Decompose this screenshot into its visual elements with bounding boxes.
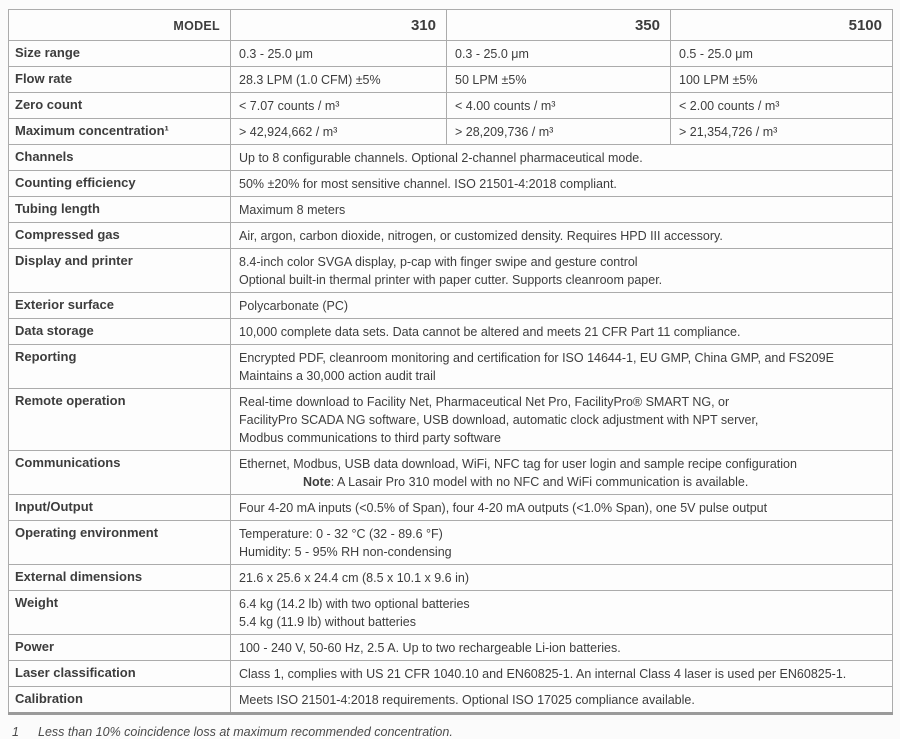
spec-label: Size range xyxy=(9,41,231,67)
spec-row-maximum-concentration xyxy=(9,119,893,145)
spec-label: Data storage xyxy=(9,319,231,345)
spec-row-operating-environment xyxy=(9,521,893,565)
spec-row-laser-classification xyxy=(9,661,893,687)
spec-label: Flow rate xyxy=(9,67,231,93)
spec-value-line: 10,000 complete data sets. Data cannot be altered and meets 21 CFR Part 11 compliance. xyxy=(239,325,741,339)
spec-row-reporting xyxy=(9,345,893,389)
model-column-350: 350 xyxy=(447,10,671,41)
spec-value xyxy=(231,521,893,565)
spec-value-line: 21.6 x 25.6 x 24.4 cm (8.5 x 10.1 x 9.6 in) xyxy=(239,571,469,585)
spec-label: Calibration xyxy=(9,687,231,714)
footnote-text: Less than 10% coincidence loss at maximum recommended concentration. xyxy=(38,725,453,739)
spec-row-remote-operation xyxy=(9,389,893,451)
spec-row-channels xyxy=(9,145,893,171)
spec-value xyxy=(231,451,893,495)
spec-value: 0.3 - 25.0 μm xyxy=(447,41,671,67)
spec-value xyxy=(231,661,893,687)
spec-value-line: 100 - 240 V, 50-60 Hz, 2.5 A. Up to two rechargeable Li-ion batteries. xyxy=(239,641,621,655)
model-column-310: 310 xyxy=(231,10,447,41)
spec-value-line: FacilityPro SCADA NG software, USB download, automatic clock adjustment with NPT server, xyxy=(239,413,759,427)
spec-value xyxy=(231,171,893,197)
spec-value-line: 6.4 kg (14.2 lb) with two optional batteries xyxy=(239,597,470,611)
note-label: Note xyxy=(303,475,331,489)
spec-value: 100 LPM ±5% xyxy=(671,67,893,93)
spec-value-line: Maximum 8 meters xyxy=(239,203,346,217)
spec-value: > 28,209,736 / m³ xyxy=(447,119,671,145)
spec-value: 28.3 LPM (1.0 CFM) ±5% xyxy=(231,67,447,93)
spec-value-line: Polycarbonate (PC) xyxy=(239,299,349,313)
spec-value xyxy=(231,223,893,249)
spec-row-flow-rate xyxy=(9,67,893,93)
spec-value xyxy=(231,495,893,521)
spec-label: Laser classification xyxy=(9,661,231,687)
spec-value-line: Real-time download to Facility Net, Pharmaceutical Net Pro, FacilityPro® SMART NG, or xyxy=(239,395,730,409)
spec-value: 0.3 - 25.0 μm xyxy=(231,41,447,67)
spec-label: Power xyxy=(9,635,231,661)
spec-value-line: Optional built-in thermal printer with paper cutter. Supports cleanroom paper. xyxy=(239,273,663,287)
spec-label: Tubing length xyxy=(9,197,231,223)
spec-row-counting-efficiency xyxy=(9,171,893,197)
spec-value xyxy=(231,389,893,451)
spec-value: > 21,354,726 / m³ xyxy=(671,119,893,145)
spec-label: Input/Output xyxy=(9,495,231,521)
spec-row-zero-count xyxy=(9,93,893,119)
spec-value xyxy=(231,345,893,389)
spec-value xyxy=(231,145,893,171)
spec-label: Maximum concentration¹ xyxy=(9,119,231,145)
spec-label: Weight xyxy=(9,591,231,635)
spec-value-line: Modbus communications to third party software xyxy=(239,431,501,445)
spec-row-input-output xyxy=(9,495,893,521)
spec-value-line: 5.4 kg (11.9 lb) without batteries xyxy=(239,615,416,629)
spec-value xyxy=(231,319,893,345)
spec-value: > 42,924,662 / m³ xyxy=(231,119,447,145)
spec-value xyxy=(231,687,893,714)
footnote-number: 1 xyxy=(12,725,19,739)
spec-label: External dimensions xyxy=(9,565,231,591)
spec-row-calibration xyxy=(9,687,893,714)
spec-label: Operating environment xyxy=(9,521,231,565)
spec-label: Compressed gas xyxy=(9,223,231,249)
spec-row-size-range xyxy=(9,41,893,67)
spec-value-line: Temperature: 0 - 32 °C (32 - 89.6 °F) xyxy=(239,527,443,541)
spec-label: Exterior surface xyxy=(9,293,231,319)
spec-value: < 2.00 counts / m³ xyxy=(671,93,893,119)
spec-value-line: Ethernet, Modbus, USB data download, WiFi, NFC tag for user login and sample recipe configuration xyxy=(239,457,797,471)
spec-label: Communications xyxy=(9,451,231,495)
spec-row-display-and-printer xyxy=(9,249,893,293)
spec-value xyxy=(231,293,893,319)
spec-value xyxy=(231,197,893,223)
spec-value-line: Air, argon, carbon dioxide, nitrogen, or customized density. Requires HPD III accessory. xyxy=(239,229,723,243)
spec-label: Zero count xyxy=(9,93,231,119)
spec-value xyxy=(231,635,893,661)
spec-row-data-storage xyxy=(9,319,893,345)
spec-label: Remote operation xyxy=(9,389,231,451)
spec-row-weight xyxy=(9,591,893,635)
spec-value-line: 8.4-inch color SVGA display, p-cap with finger swipe and gesture control xyxy=(239,255,638,269)
note-text: : A Lasair Pro 310 model with no NFC and WiFi communication is available. xyxy=(330,475,749,489)
spec-table xyxy=(8,9,893,715)
spec-value xyxy=(231,591,893,635)
spec-value-line: Up to 8 configurable channels. Optional 2-channel pharmaceutical mode. xyxy=(239,151,643,165)
model-column-5100: 5100 xyxy=(671,10,893,41)
spec-value xyxy=(231,565,893,591)
spec-value-line: Humidity: 5 - 95% RH non-condensing xyxy=(239,545,452,559)
spec-label: Counting efficiency xyxy=(9,171,231,197)
spec-row-compressed-gas xyxy=(9,223,893,249)
spec-label: Display and printer xyxy=(9,249,231,293)
spec-value-line: Maintains a 30,000 action audit trail xyxy=(239,369,436,383)
model-header-label: MODEL xyxy=(9,10,231,41)
spec-value-line: Four 4-20 mA inputs (<0.5% of Span), four 4-20 mA outputs (<1.0% Span), one 5V pulse output xyxy=(239,501,768,515)
spec-value-line: Meets ISO 21501-4:2018 requirements. Optional ISO 17025 compliance available. xyxy=(239,693,695,707)
spec-row-exterior-surface xyxy=(9,293,893,319)
spec-value: < 7.07 counts / m³ xyxy=(231,93,447,119)
spec-value xyxy=(231,249,893,293)
spec-row-communications xyxy=(9,451,893,495)
footnote xyxy=(12,725,892,739)
table-header-row xyxy=(9,10,893,41)
spec-value: 50 LPM ±5% xyxy=(447,67,671,93)
spec-row-tubing-length xyxy=(9,197,893,223)
spec-row-power xyxy=(9,635,893,661)
spec-value: < 4.00 counts / m³ xyxy=(447,93,671,119)
spec-label: Channels xyxy=(9,145,231,171)
spec-value: 0.5 - 25.0 μm xyxy=(671,41,893,67)
spec-value-line: Encrypted PDF, cleanroom monitoring and certification for ISO 14644-1, EU GMP, China GMP, and FS209E xyxy=(239,351,834,365)
spec-row-external-dimensions xyxy=(9,565,893,591)
spec-value-line: Class 1, complies with US 21 CFR 1040.10 and EN60825-1. An internal Class 4 laser is used per EN60825-1. xyxy=(239,667,847,681)
spec-label: Reporting xyxy=(9,345,231,389)
spec-value-note-line xyxy=(239,473,886,491)
spec-value-line: 50% ±20% for most sensitive channel. ISO 21501-4:2018 compliant. xyxy=(239,177,617,191)
